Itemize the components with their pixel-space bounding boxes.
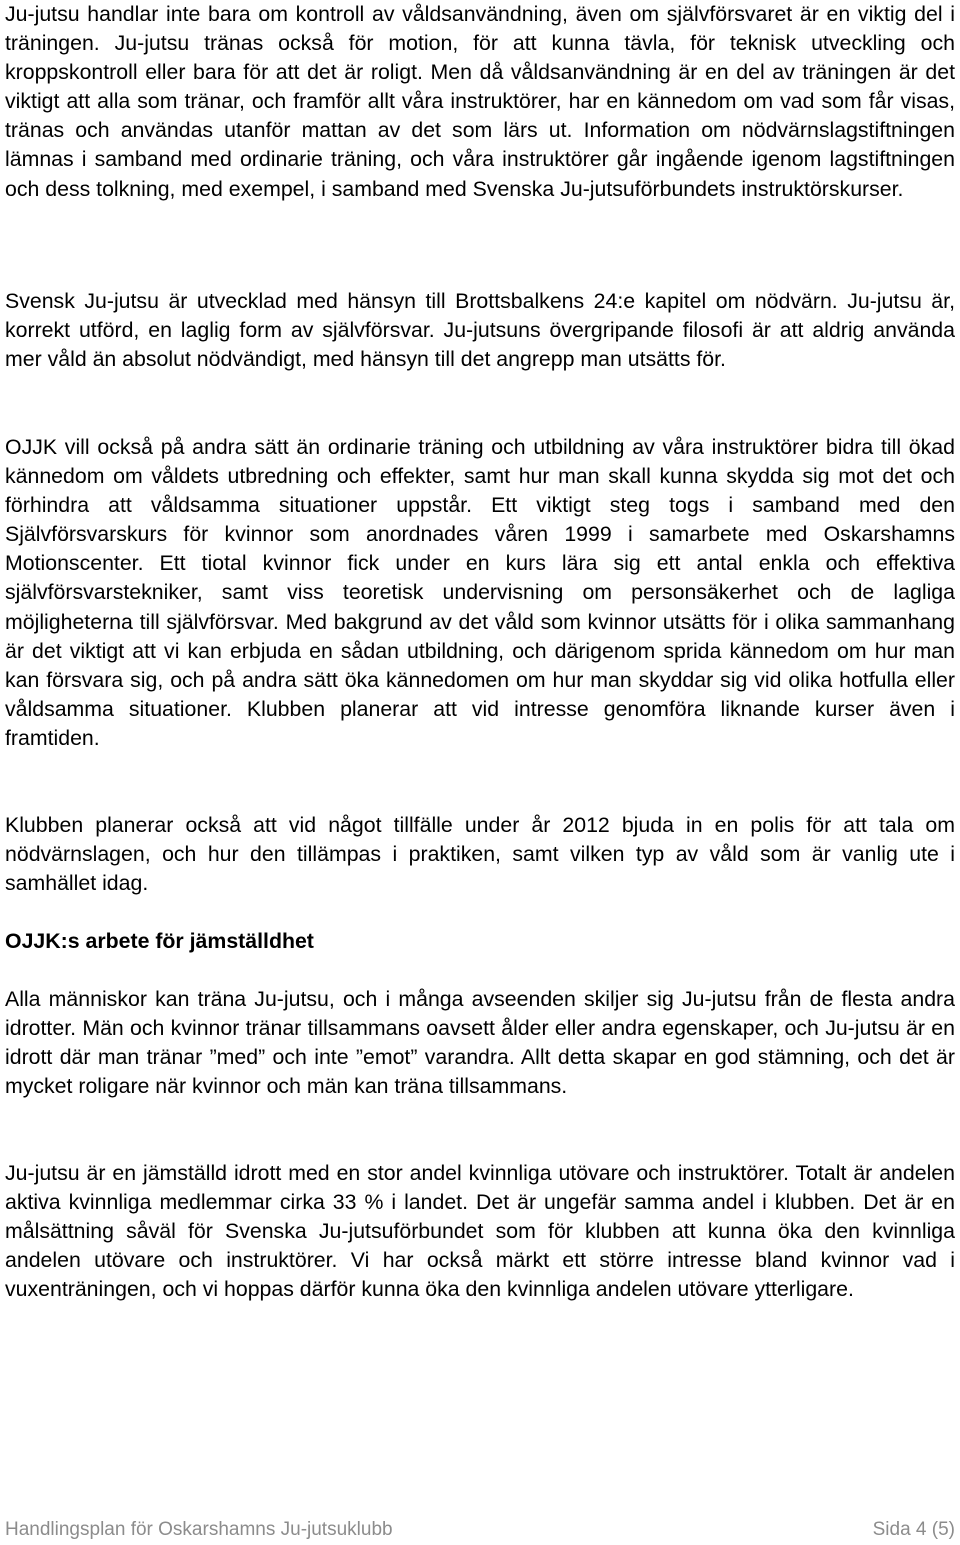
paragraph-violence-control: Ju-jutsu handlar inte bara om kontroll av våldsanvändning, även om självförsvaret är en viktig del i träningen. Ju-jutsu tränas också för motion, för att kunna tävla, för teknisk utveckling och kroppskontroll eller bara för att det är roligt. Men då våldsanvändning är en del av träningen är det viktigt att alla som tränar, och framför allt våra instruktörer, har en kännedom om vad som får visas, tränas och användas utanför mattan av det som lärs ut. Information om nödvärnslagstiftningen lämnas i samband med ordinarie träning, och våra instruktörer går ingående igenom lagstiftningen och dess tolkning, med exempel, i samband med Svenska Ju-jutsuförbundets instruktörskurser. (5, 2, 955, 201)
footer-page-number: Sida 4 (5) (872, 1519, 955, 1540)
footer-document-title: Handlingsplan för Oskarshamns Ju-jutsuklubb (5, 1519, 393, 1540)
paragraph-self-defense-course: OJJK vill också på andra sätt än ordinarie träning och utbildning av våra instruktörer bidra till ökad kännedom om våldets utbredning och effekter, samt hur man skall kunna skydda sig mot det och förhindra att våldsamma situationer uppstår. Ett viktigt steg togs i samband med den Självförsvarskurs för kvinnor som anordnades våren 1999 i samarbete med Oskarshamns Motionscenter. Ett tiotal kvinnor fick under en kurs lära sig ett antal enkla och effektiva självförsvarstekniker, samt viss teoretisk undervisning om personsäkerhet och de lagliga möjligheterna till självförsvar. Med bakgrund av det våld som kvinnor utsätts för i olika sammanhang är det viktigt att vi kan erbjuda en sådan utbildning, och därigenom sprida kännedom om hur man kan försvara sig, och på andra sätt öka kännedomen om hur man skyddar sig vid olika hotfulla eller våldsamma situationer. Klubben planerar att vid intresse genomföra liknande kurser även i framtiden. (5, 435, 955, 750)
paragraph-self-defense-law: Svensk Ju-jutsu är utvecklad med hänsyn till Brottsbalkens 24:e kapitel om nödvärn. Ju-jutsu är, korrekt utförd, en laglig form av självförsvar. Ju-jutsuns övergripande filosofi är att aldrig använda mer våld än absolut nödvändigt, med hänsyn till det angrepp man utsätts för. (5, 289, 955, 372)
paragraph-equality-statistics: Ju-jutsu är en jämställd idrott med en stor andel kvinnliga utövare och instruktörer. Totalt är andelen aktiva kvinnliga medlemmar cirka 33 % i landet. Det är ungefär samma andel i klubben. Det är en målsättning såväl för Svenska Ju-jutsuförbundet som för klubben att kunna öka den kvinnliga andelen utövare och instruktörer. Vi har också märkt ett större intresse bland kvinnor vad i vuxenträningen, och vi hoppas därför kunna öka den kvinnliga andelen utövare ytterligare. (5, 1161, 955, 1302)
section-heading-equality: OJJK:s arbete för jämställdhet (5, 929, 314, 953)
paragraph-police-visit: Klubben planerar också att vid något tillfälle under år 2012 bjuda in en polis för att tala om nödvärnslagen, och hur den tillämpas i praktiken, samt vilken typ av våld som är vanlig ute i samhället idag. (5, 813, 955, 896)
paragraph-equality-training: Alla människor kan träna Ju-jutsu, och i många avseenden skiljer sig Ju-jutsu från de flesta andra idrotter. Män och kvinnor tränar tillsammans oavsett ålder eller andra egenskaper, och Ju-jutsu är en idrott där man tränar ”med” och inte ”emot” varandra. Allt detta skapar en god stämning, och det är mycket roligare när kvinnor och män kan träna tillsammans. (5, 987, 955, 1099)
page-footer (5, 1518, 955, 1542)
